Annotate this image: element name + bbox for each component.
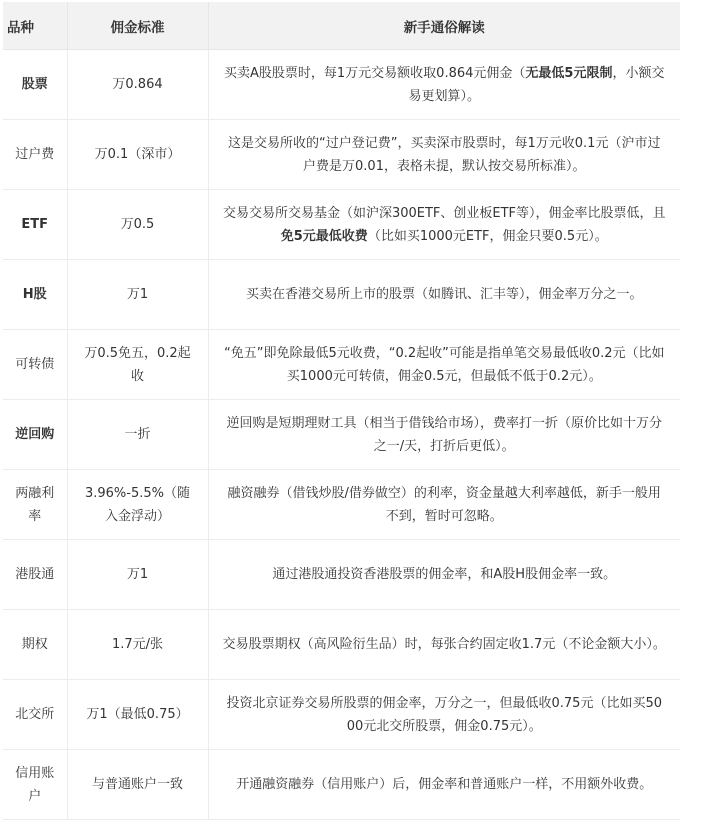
cell-fee: 万0.1（深市） — [67, 120, 208, 190]
cell-desc — [208, 260, 680, 330]
cell-fee: 与普通账户一致 — [67, 750, 208, 820]
cell-fee: 万0.5 — [67, 190, 208, 260]
cell-type: 股票 — [3, 50, 67, 120]
cell-desc — [208, 120, 680, 190]
cell-type: 逆回购 — [3, 400, 67, 470]
cell-desc — [208, 190, 680, 260]
table-row — [3, 330, 680, 400]
table-row — [3, 400, 680, 470]
table-row — [3, 750, 680, 820]
cell-type: ETF — [3, 190, 67, 260]
desc-text: 交易交易所交易基金（如沪深300ETF、创业板ETF等），佣金率比股票低，且 — [222, 205, 666, 221]
cell-type: 港股通 — [3, 540, 67, 610]
cell-type: 北交所 — [3, 680, 67, 750]
table-row — [3, 540, 680, 610]
cell-fee: 万0.5免五，0.2起收 — [67, 330, 208, 400]
desc-text: 融资融券（借钱炒股/借券做空）的利率，资金量越大利率越低，新手一般用不到，暂时可忽略。 — [227, 485, 661, 524]
desc-text: ，小额交易更划算）。 — [408, 65, 665, 104]
cell-fee: 3.96%-5.5%（随入金浮动） — [67, 470, 208, 540]
cell-fee: 万0.864 — [67, 50, 208, 120]
desc-highlight: 无最低5元限制 — [525, 65, 613, 81]
desc-text: 买卖在香港交易所上市的股票（如腾讯、汇丰等），佣金率万分之一。 — [245, 287, 643, 302]
header-type: 品种 — [3, 2, 67, 50]
cell-type: 信用账户 — [3, 750, 67, 820]
cell-desc — [208, 540, 680, 610]
header-fee: 佣金标准 — [67, 2, 208, 50]
desc-text: 开通融资融券（信用账户）后，佣金率和普通账户一样，不用额外收费。 — [236, 777, 653, 792]
desc-highlight: 免5元最低收费 — [280, 228, 368, 244]
cell-desc — [208, 50, 680, 120]
cell-desc — [208, 330, 680, 400]
cell-desc — [208, 610, 680, 680]
desc-text: 通过港股通投资香港股票的佣金率，和A股H股佣金率一致。 — [272, 567, 617, 582]
table-row — [3, 680, 680, 750]
table-row — [3, 50, 680, 120]
table-row — [3, 120, 680, 190]
desc-text: 这是交易所收的“过户登记费”，买卖深市股票时，每1万元收0.1元（沪市过户费是万0.01，表格未提，默认按交易所标准）。 — [228, 135, 661, 174]
cell-type: 两融利率 — [3, 470, 67, 540]
table-row — [3, 190, 680, 260]
cell-fee: 一折 — [67, 400, 208, 470]
cell-desc — [208, 680, 680, 750]
desc-text: （比如买1000元ETF，佣金只要0.5元）。 — [367, 228, 608, 244]
cell-type: 期权 — [3, 610, 67, 680]
commission-table — [3, 2, 680, 820]
cell-type: 可转债 — [3, 330, 67, 400]
desc-text: 逆回购是短期理财工具（相当于借钱给市场），费率打一折（原价比如十万分之一/天，打折后更低）。 — [226, 415, 662, 454]
desc-text: 买卖A股股票时，每1万元交易额收取0.864元佣金（ — [224, 65, 526, 81]
cell-type: 过户费 — [3, 120, 67, 190]
cell-fee: 万1 — [67, 260, 208, 330]
table-row — [3, 470, 680, 540]
table-row — [3, 260, 680, 330]
cell-desc — [208, 750, 680, 820]
cell-desc — [208, 470, 680, 540]
cell-fee: 万1 — [67, 540, 208, 610]
table-header-row — [3, 2, 680, 50]
desc-text: “免五”即免除最低5元收费，“0.2起收”可能是指单笔交易最低收0.2元（比如买1000元可转债，佣金0.5元，但最低不低于0.2元）。 — [223, 345, 665, 384]
desc-text: 交易股票期权（高风险衍生品）时，每张合约固定收1.7元（不论金额大小）。 — [222, 637, 666, 652]
table-body — [3, 50, 680, 820]
cell-desc — [208, 400, 680, 470]
cell-type: H股 — [3, 260, 67, 330]
desc-text: 投资北京证券交易所股票的佣金率，万分之一，但最低收0.75元（比如买5000元北交所股票，佣金0.75元）。 — [226, 695, 662, 734]
table-row — [3, 610, 680, 680]
cell-fee: 万1（最低0.75） — [67, 680, 208, 750]
cell-fee: 1.7元/张 — [67, 610, 208, 680]
header-desc: 新手通俗解读 — [208, 2, 680, 50]
